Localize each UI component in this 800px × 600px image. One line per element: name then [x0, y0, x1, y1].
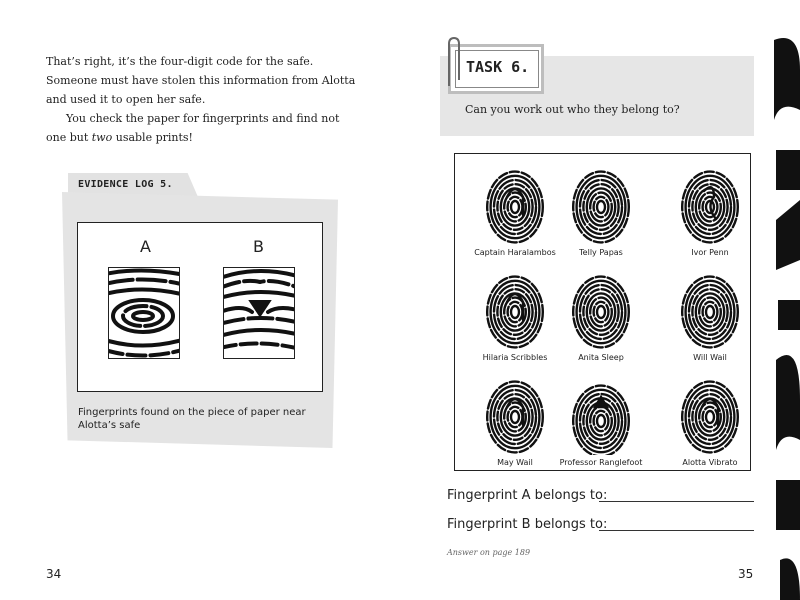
fingerprint-icon: [485, 377, 545, 455]
task-question: Can you work out who they belong to?: [465, 103, 680, 116]
suspect-name: Anita Sleep: [578, 353, 624, 362]
suspect-fingerprint-9: [680, 377, 740, 455]
suspect-fingerprint-6: [680, 272, 740, 350]
paperclip-icon: [444, 36, 462, 92]
fingerprint-icon: [571, 272, 631, 350]
suspect-fingerprint-3: [680, 167, 740, 245]
answer-reference: Answer on page 189: [447, 548, 531, 557]
fingerprint-icon: [680, 377, 740, 455]
suspect-fingerprint-7: [485, 377, 545, 455]
answer-b-line[interactable]: [599, 530, 754, 531]
fingerprint-a-icon: [109, 268, 180, 359]
page-number-left: 34: [46, 567, 62, 581]
intro-p2-text: You check the paper for fingerprints and find not one but: [46, 112, 340, 144]
suspect-name: Professor Ranglefoot: [559, 458, 643, 467]
answer-a-line[interactable]: [599, 501, 754, 502]
suspect-name: Telly Papas: [579, 248, 623, 257]
suspect-fingerprint-5: [571, 272, 631, 350]
suspect-name: Ivor Penn: [691, 248, 729, 257]
suspect-fingerprint-8: [571, 377, 631, 455]
fingerprint-icon: [485, 167, 545, 245]
print-a-label: A: [140, 237, 151, 256]
intro-paragraph-1: That’s right, it’s the four-digit code for the safe. Someone must have stolen this information from Alotta and used it to open her safe.: [46, 55, 356, 106]
evidence-log-label: EVIDENCE LOG 5.: [78, 179, 173, 190]
fingerprint-icon: [485, 272, 545, 350]
suspect-name: Will Wail: [693, 353, 727, 362]
suspect-name: Captain Haralambos: [474, 248, 556, 257]
suspect-fingerprint-2: [571, 167, 631, 245]
fingerprint-a-closeup: [108, 267, 180, 359]
suspect-fingerprint-4: [485, 272, 545, 350]
fingerprint-icon: [571, 167, 631, 245]
fingerprint-icon: [571, 377, 631, 455]
intro-text: [46, 52, 356, 147]
suspect-fingerprint-1: [485, 167, 545, 245]
intro-paragraph-2: [46, 109, 356, 147]
intro-p2-end: usable prints!: [112, 131, 193, 144]
fingerprint-icon: [680, 167, 740, 245]
print-b-label: B: [253, 237, 264, 256]
suspect-name: Hilaria Scribbles: [482, 353, 548, 362]
answer-b-label: Fingerprint B belongs to:: [447, 517, 608, 532]
intro-p2-emphasis: two: [91, 131, 113, 144]
spine-decoration-icon: [770, 0, 800, 600]
fingerprint-b-closeup: [223, 267, 295, 359]
answer-a-label: Fingerprint A belongs to:: [447, 488, 608, 503]
task-title: TASK 6.: [466, 58, 530, 76]
suspect-name: Alotta Vibrato: [682, 458, 738, 467]
evidence-caption: Fingerprints found on the piece of paper near Alotta’s safe: [78, 407, 306, 431]
fingerprint-b-icon: [224, 268, 295, 359]
fingerprint-icon: [680, 272, 740, 350]
suspect-name: May Wail: [497, 458, 533, 467]
page-number-right: 35: [738, 567, 754, 581]
